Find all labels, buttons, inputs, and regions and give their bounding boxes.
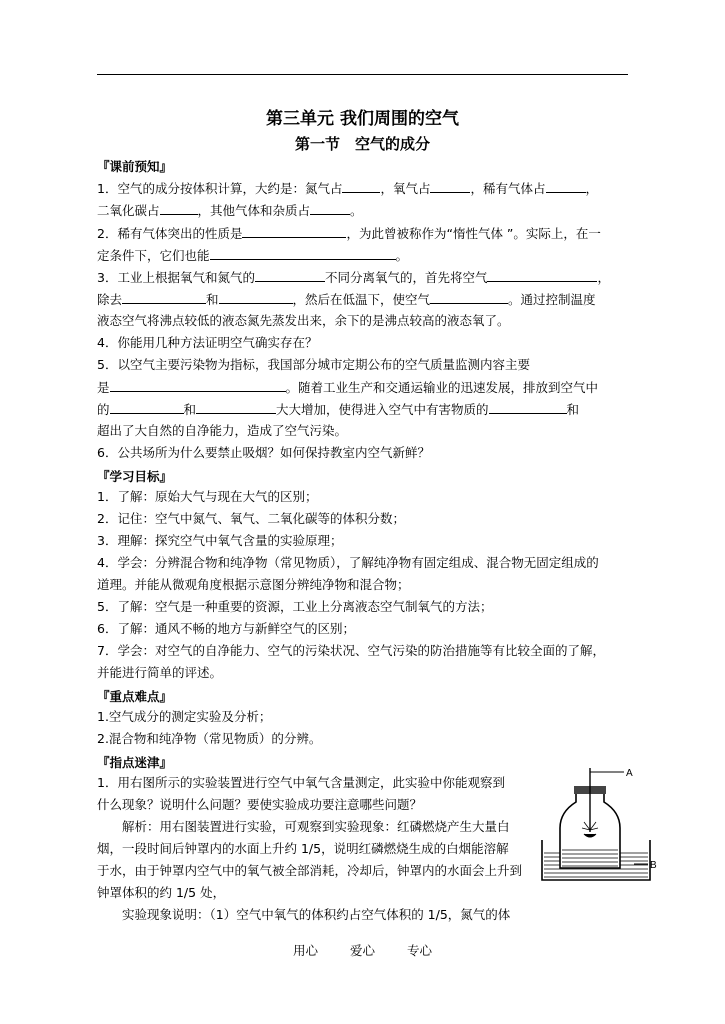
footer-word: 用心 <box>292 943 318 958</box>
text: 不同分离氧气的，首先将空气 <box>324 270 488 285</box>
footer-word: 爱心 <box>349 943 375 958</box>
preview-q2-line2 <box>97 247 408 264</box>
preview-q5-line2 <box>97 379 598 396</box>
blank[interactable] <box>487 269 597 282</box>
guide-line: 烟，一段时间后钟罩内的水面上升约 1/5，说明红磷燃烧生成的白烟能溶解 <box>97 841 509 856</box>
blank[interactable] <box>122 291 206 304</box>
guide-line: 钟罩体积的约 1/5 处， <box>97 885 226 900</box>
guide-line: 实验现象说明：（1）空气中氧气的体积约占空气体积的 1/5，氮气的体 <box>97 907 511 922</box>
page-footer <box>0 941 725 959</box>
blank[interactable] <box>310 202 350 215</box>
blank[interactable] <box>489 401 567 414</box>
text: ，稀有气体占 <box>470 181 546 196</box>
preview-q5-line4: 超出了大自然的自净能力，造成了空气污染。 <box>97 423 348 438</box>
text: ，然后在低温下，使空气 <box>292 292 431 307</box>
goal-line: 1．了解：原始大气与现在大气的区别； <box>97 489 318 504</box>
goal-line: 4．学会：分辨混合物和纯净物（常见物质），了解纯净物有固定组成、混合物无固定组成的 <box>97 555 599 570</box>
text: 大大增加，使得进入空气中有害物质的 <box>276 402 489 417</box>
guide-line: 1．用右图所示的实验装置进行空气中氧气含量测定，此实验中你能观察到 <box>97 775 505 790</box>
goal-line: 5．了解：空气是一种重要的资源，工业上分离液态空气制氧气的方法； <box>97 599 493 614</box>
guide-line: 解析：用右图装置进行实验，可观察到实验现象：红磷燃烧产生大量白 <box>97 819 510 834</box>
blank[interactable] <box>255 269 325 282</box>
text: 和 <box>183 402 197 417</box>
text: 除去 <box>97 292 123 307</box>
preview-q1-line1 <box>97 180 598 197</box>
section-heading-key: 『重点难点』 <box>97 689 173 704</box>
blank[interactable] <box>546 180 586 193</box>
text: ，氧气占 <box>380 181 431 196</box>
section-heading-guide: 『指点迷津』 <box>97 755 173 770</box>
goal-line: 2．记住：空气中氮气、氧气、二氧化碳等的体积分数； <box>97 511 405 526</box>
preview-q6: 6．公共场所为什么要禁止吸烟？如何保持教室内空气新鲜？ <box>97 445 430 460</box>
text: 和 <box>566 402 580 417</box>
preview-q5-line1: 5．以空气主要污染物为指标，我国部分城市定期公布的空气质量监测内容主要 <box>97 357 530 372</box>
text: ，其他气体和杂质占 <box>197 203 311 218</box>
blank[interactable] <box>219 291 293 304</box>
bell-jar-apparatus-figure <box>538 768 658 888</box>
text: 的 <box>97 402 110 417</box>
key-point: 2.混合物和纯净物（常见物质）的分辨。 <box>97 731 322 746</box>
text: ， <box>597 270 610 285</box>
blank[interactable] <box>430 180 470 193</box>
preview-q2-line1 <box>97 225 601 242</box>
text: 3．工业上根据氧气和氮气的 <box>97 270 255 285</box>
goal-line: 3．理解：探究空气中氧气含量的实验原理； <box>97 533 343 548</box>
text: 1．空气的成分按体积计算，大约是：氮气占 <box>97 181 343 196</box>
top-rule <box>97 74 628 75</box>
text: 。 <box>395 248 409 263</box>
goal-line: 道理。并能从微观角度根据示意图分辨纯净物和混合物； <box>97 577 410 592</box>
preview-q3-line2 <box>97 291 596 308</box>
text: 和 <box>206 292 219 307</box>
guide-line: 于水，由于钟罩内空气中的氧气被全部消耗，冷却后，钟罩内的水面会上升到 <box>97 863 523 878</box>
section-title: 第一节 空气的成分 <box>294 135 430 153</box>
label-b: B <box>650 860 657 871</box>
section-heading-goals: 『学习目标』 <box>97 469 173 484</box>
text: 2．稀有气体突出的性质是 <box>97 226 243 241</box>
text: 。随着工业生产和交通运输业的迅速发展，排放到空气中 <box>285 380 599 395</box>
preview-q3-line1 <box>97 269 610 286</box>
text: ， <box>585 181 599 196</box>
goal-line: 7．学会：对空气的自净能力、空气的污染状况、空气污染的防治措施等有比较全面的了解， <box>97 643 605 658</box>
goal-line: 并能进行简单的评述。 <box>97 665 223 680</box>
blank[interactable] <box>196 401 276 414</box>
blank[interactable] <box>342 180 380 193</box>
label-a: A <box>626 768 633 779</box>
preview-q5-line3 <box>97 401 579 418</box>
preview-q3-line3: 液态空气将沸点较低的液态氮先蒸发出来，余下的是沸点较高的液态氧了。 <box>97 313 510 328</box>
blank[interactable] <box>110 379 286 392</box>
section-heading-preview: 『课前预知』 <box>97 159 173 174</box>
blank[interactable] <box>210 247 396 260</box>
blank[interactable] <box>160 202 198 215</box>
blank[interactable] <box>242 225 346 238</box>
preview-q1-line2 <box>97 202 363 219</box>
key-point: 1.空气成分的测定实验及分析； <box>97 709 272 724</box>
text: 定条件下，它们也能 <box>97 248 210 263</box>
text: 。通过控制温度 <box>508 292 596 307</box>
blank[interactable] <box>430 291 508 304</box>
blank[interactable] <box>110 401 184 414</box>
text: 二氧化碳占 <box>97 203 160 218</box>
text: 。 <box>350 203 363 218</box>
text: ，为此曾被称作为“惰性气体 ”。实际上，在一 <box>346 226 601 241</box>
footer-word: 专心 <box>406 943 432 958</box>
text: 是 <box>97 380 110 395</box>
guide-line: 什么现象？说明什么问题？要使实验成功要注意哪些问题？ <box>97 797 423 812</box>
goal-line: 6．了解：通风不畅的地方与新鲜空气的区别； <box>97 621 355 636</box>
unit-title: 第三单元 我们周围的空气 <box>266 109 459 129</box>
preview-q4: 4．你能用几种方法证明空气确实存在？ <box>97 335 318 350</box>
